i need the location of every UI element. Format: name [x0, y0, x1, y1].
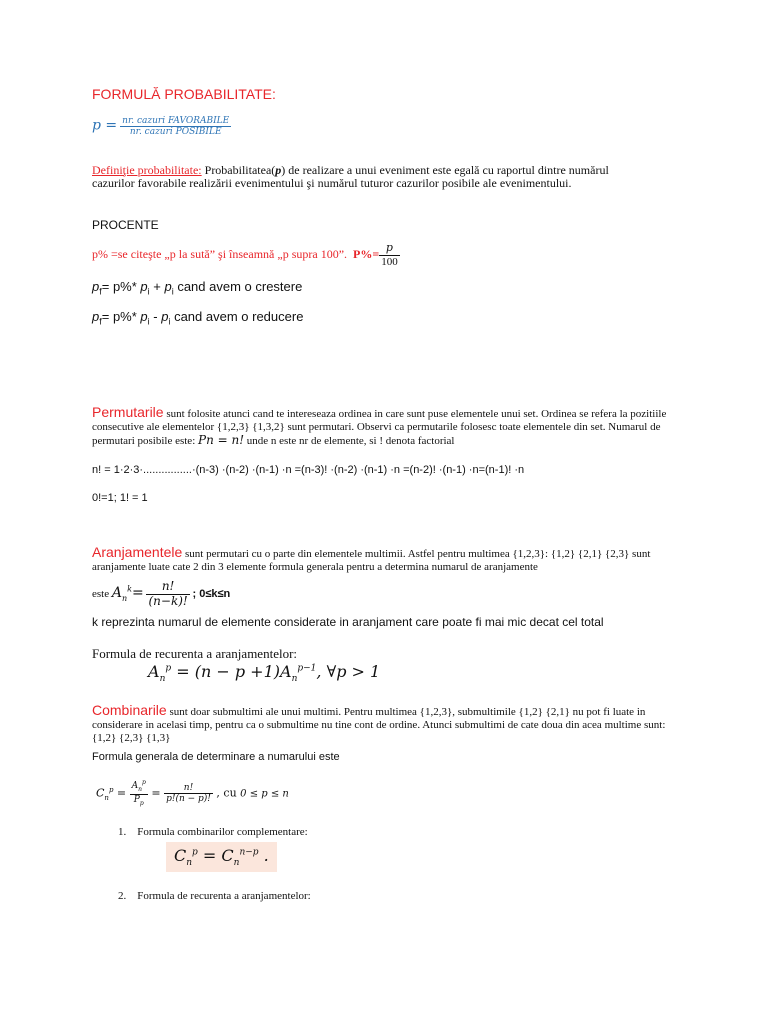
- recurrence-label: Formula de recurenta a aranjamentelor:: [92, 646, 298, 661]
- definition-paragraph: Definiţie probabilitate: Probabilitatea(p) de realizare a unui eveniment este egală cu raportul dintre numărul cazurilor favorabile realizării evenimentului şi numărul tuturor cazurilor posibile ale evenimentului.: [92, 163, 609, 190]
- permutari-paragraph: Permutarile sunt folosite atunci cand te intereseaza ordinea in care sunt puse elementele unui set. Ordinea se refera la pozitiile consecutive ale elementelor {1,2,3} {1,3,2} sunt permutari. Observi ca permutarile folosesc toate elementele din set. Numarul de permutari posibile este: Pn = n! unde n este nr de elemente, si ! denota factorial: [92, 404, 667, 447]
- permutari-heading: Permutarile: [92, 404, 164, 420]
- aranjamente-heading: Aranjamentele: [92, 544, 183, 560]
- factorial-line: n! = 1·2·3·................·(n-3) ·(n-2) ·(n-1) ·n =(n-3)! ·(n-2) ·(n-1) ·n =(n-2)! ·(n-1) ·n=(n-1)! ·n: [92, 464, 525, 476]
- arrangement-note: k reprezinta numarul de elemente considerate in aranjament care poate fi mai mic decat cel total: [92, 615, 604, 629]
- formula-denominator: nr. cazuri POSIBILE: [129, 127, 222, 138]
- list-item: 2. Formula de recurenta a aranjamentelor:: [118, 890, 311, 902]
- definition-label: Definiţie probabilitate:: [92, 163, 202, 177]
- aranjamente-paragraph: Aranjamentele sunt permutari cu o parte din elementele multimii. Astfel pentru multimea {1,2,3}: {1,2} {2,1} {2,3} sunt aranjamente luate cate 2 din 3 elemente formula generala pentru a determina numarul de aranjamente: [92, 544, 651, 573]
- procente-heading: PROCENTE: [92, 218, 159, 232]
- procente-line: p% =se citeşte „p la sută” şi înseamnă „p supra 100”. P%= $\frac{p}{100}$: [92, 241, 398, 268]
- recurrence-formula: $A_n^p = (n - p +1)A_n^{p-1}$, ∀p > 1: [148, 662, 381, 685]
- formula-numerator: nr. cazuri FAVORABILE: [122, 116, 230, 126]
- combination-formula: $C_n^p$ = $\frac{A_n^p}{P_p}$ = $\frac{n!}{p!(n - p)!}$ , cu 0 ≤ p ≤ n: [96, 779, 289, 807]
- combinari-heading: Combinarile: [92, 702, 167, 718]
- page-title: FORMULĂ PROBABILITATE:: [92, 86, 276, 102]
- zero-factorial: 0!=1; 1! = 1: [92, 492, 148, 504]
- probability-formula: p = $\frac{\text{nr. cazuri FAVORABILE}}{\text{nr. cazuri POSIBILE}}$: [92, 116, 230, 138]
- permutation-formula: Pn = n!: [198, 433, 245, 447]
- general-formula-label: Formula generala de determinare a numarului este: [92, 751, 340, 763]
- arrangement-formula: este $A_n^k=$ $\frac{n!}{(n-k)!}$ ; 0≤k≤n: [92, 579, 231, 608]
- growth-formula: $p_f= p\%*$ $p_i + p_i$ cand avem o crestere: [92, 279, 303, 297]
- list-item: 1. Formula combinarilor complementare:: [118, 826, 308, 838]
- combinari-paragraph: Combinarile sunt doar submultimi ale unui multimi. Pentru multimea {1,2,3}, submultimile {1,2} {2,1} nu pot fi luate in considerare in acelasi timp, pentru ca o submultime nu tine cont de ordine. Atunci submultimi de cate doua din acea multime sunt: {1,2} {2,3} {1,3}: [92, 702, 666, 744]
- reduction-formula: $p_f= p\%*$ $p_i - p_i$ cand avem o reducere: [92, 309, 304, 327]
- complementary-formula: $C_n^p = C_n^{n-p}$ .: [166, 842, 277, 872]
